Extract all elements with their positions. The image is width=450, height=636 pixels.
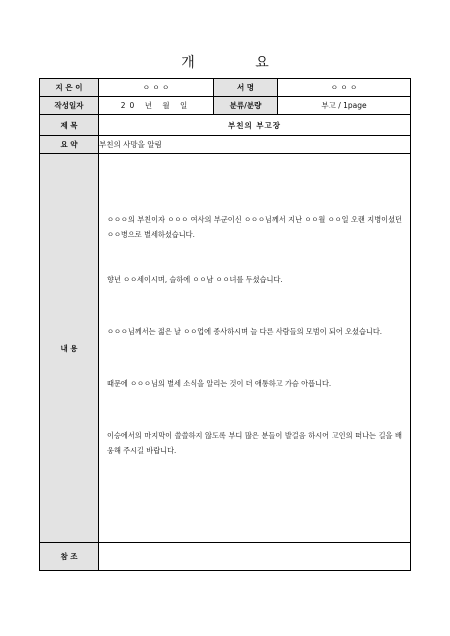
date-row: [40, 97, 411, 115]
content-paragraph: 이승에서의 마지막이 쓸쓸하지 않도록 부디 많은 분들이 발걸음 하시어 고인의 떠나는 길을 배웅해 주시길 바랍니다.: [107, 431, 402, 455]
content-paragraph: ㅇㅇㅇ의 부친이자 ㅇㅇㅇ 여사의 부군이신 ㅇㅇㅇ님께서 지난 ㅇㅇ월 ㅇㅇ일 오랜 지병이셨던 ㅇㅇ병으로 별세하셨습니다.: [107, 215, 402, 239]
content-paragraph: 향년 ㅇㅇ세이시며, 슬하에 ㅇㅇ남 ㅇㅇ녀를 두셨습니다.: [107, 275, 283, 284]
reference-value[interactable]: [99, 543, 411, 571]
content-paragraph: 때문에 ㅇㅇㅇ님의 별세 소식을 알리는 것이 더 애통하고 가슴 아픕니다.: [107, 379, 332, 388]
category-value[interactable]: 부고 / 1page: [278, 97, 411, 115]
summary-form-table: [39, 78, 411, 571]
date-value[interactable]: 20 년 월 일: [99, 97, 214, 115]
summary-row: [40, 136, 411, 154]
author-value[interactable]: ㅇ ㅇ ㅇ: [99, 79, 214, 97]
author-label: 지 은 이: [40, 79, 99, 97]
reference-row: [40, 543, 411, 571]
signature-label: 서 명: [214, 79, 278, 97]
content-paragraph: ㅇㅇㅇ님께서는 젊은 날 ㅇㅇ업에 종사하시며 늘 다른 사람들의 모범이 되어 오셨습니다.: [107, 327, 383, 336]
signature-value[interactable]: ㅇ ㅇ ㅇ: [278, 79, 411, 97]
summary-value[interactable]: 부친의 사망을 알림: [99, 136, 411, 154]
content-body[interactable]: [99, 154, 411, 543]
summary-label: 요 약: [40, 136, 99, 154]
content-label: 내 용: [40, 154, 99, 543]
page-title: 개 요: [181, 55, 297, 71]
author-row: [40, 79, 411, 97]
content-row: [40, 154, 411, 543]
subject-label: 제 목: [40, 115, 99, 136]
subject-row: [40, 115, 411, 136]
category-label: 분류/분량: [214, 97, 278, 115]
reference-label: 참 조: [40, 543, 99, 571]
subject-value[interactable]: 부친의 부고장: [99, 115, 411, 136]
date-label: 작성일자: [40, 97, 99, 115]
